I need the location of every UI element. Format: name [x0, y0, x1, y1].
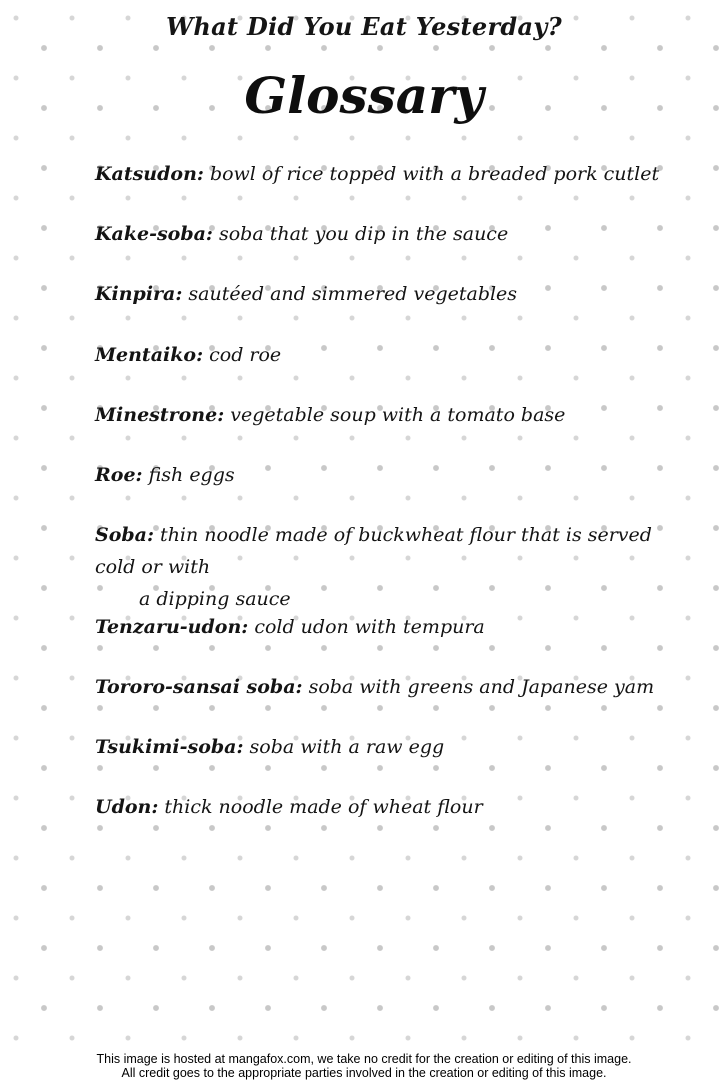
glossary-entry: [95, 218, 508, 250]
entry-definition-continued: a dipping sauce: [139, 588, 291, 610]
entry-term: Roe:: [95, 464, 143, 486]
entry-definition: cold udon with tempura: [248, 616, 485, 638]
glossary-entry: [95, 278, 517, 310]
glossary-entry: [95, 459, 235, 491]
entry-term: Minestrone:: [95, 404, 225, 426]
glossary-entry: [95, 399, 565, 431]
entry-term: Kake-soba:: [95, 223, 213, 245]
entry-term: Mentaiko:: [95, 344, 204, 366]
entry-term: Katsudon:: [95, 163, 204, 185]
glossary-entry: [95, 158, 659, 190]
glossary-entry: [95, 791, 483, 823]
glossary-entry: [95, 731, 444, 763]
entry-definition: sautéed and simmered vegetables: [182, 283, 518, 305]
entry-definition: thin noodle made of buckwheat flour that is served cold or with: [95, 524, 652, 578]
hosting-disclaimer: [0, 1050, 728, 1080]
entry-term: Tsukimi-soba:: [95, 736, 244, 758]
glossary-entry: [95, 339, 281, 371]
entry-term: Soba:: [95, 524, 155, 546]
entry-term: Tenzaru-udon:: [95, 616, 249, 638]
entry-definition: soba with greens and Japanese yam: [302, 676, 655, 698]
disclaimer-line-2: All credit goes to the appropriate parties involved in the creation or editing of this image.: [121, 1066, 607, 1080]
glossary-heading: Glossary: [244, 66, 484, 125]
entry-definition: fish eggs: [142, 464, 235, 486]
disclaimer-line-1: This image is hosted at mangafox.com, we take no credit for the creation or editing of this image.: [96, 1052, 632, 1066]
entry-definition: thick noodle made of wheat flour: [158, 796, 483, 818]
entry-definition: vegetable soup with a tomato base: [224, 404, 566, 426]
entry-definition: soba that you dip in the sauce: [212, 223, 509, 245]
entry-definition: bowl of rice topped with a breaded pork cutlet: [203, 163, 660, 185]
entry-definition: cod roe: [203, 344, 282, 366]
entry-term: Kinpira:: [95, 283, 183, 305]
series-title: What Did You Eat Yesterday?: [166, 12, 562, 41]
glossary-entry: [95, 671, 654, 703]
glossary-entry: [95, 519, 675, 615]
glossary-entry: [95, 611, 485, 643]
entry-term: Tororo-sansai soba:: [95, 676, 303, 698]
entry-definition: soba with a raw egg: [243, 736, 445, 758]
entry-term: Udon:: [95, 796, 159, 818]
